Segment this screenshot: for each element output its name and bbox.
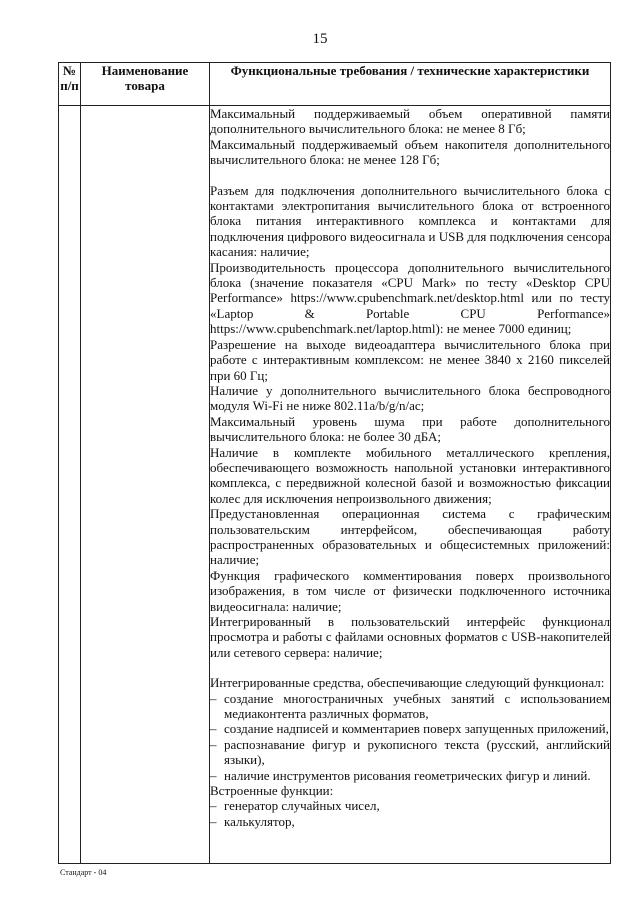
- spec-paragraph: Разрешение на выходе видеоадаптера вычислительного блока при работе с интерактивным комплексом: не менее 3840 x 2160 пикселей при 60 Гц;: [210, 336, 610, 383]
- spec-paragraph: Разъем для подключения дополнительного вычислительного блока с контактами электропитания вычислительного блока от встроенного блока питания интерактивного комплекса и контактами для подключения цифрового видеосигнала и USB для подключения сенсора касания: наличие;: [210, 182, 610, 260]
- spec-paragraph: Максимальный уровень шума при работе дополнительного вычислительного блока: не более 30 дБА;: [210, 413, 610, 445]
- list-item: [210, 721, 610, 736]
- spec-paragraph: Максимальный поддерживаемый объем оперативной памяти дополнительного вычислительного блока: не менее 8 Гб;: [210, 106, 610, 137]
- spec-paragraph: Интегрированные средства, обеспечивающие следующий функционал:: [210, 675, 605, 691]
- footer-standard: Стандарт - 04: [60, 868, 107, 877]
- list-item: [210, 798, 610, 813]
- list-item-text: генератор случайных чисел,: [224, 798, 380, 814]
- list-item: [210, 768, 610, 783]
- spec-paragraph: Наличие в комплекте мобильного металлического крепления, обеспечивающего возможность напольной установки интерактивного комплекса, с передвижной колесной базой и возможностью фиксации колес для исключения непроизвольного движения;: [210, 444, 610, 506]
- table-header-row: [59, 63, 611, 106]
- header-num: № п/п: [59, 63, 81, 106]
- spec-paragraph: Производительность процессора дополнительного вычислительного блока (значение показателя «CPU Mark» по тесту «Desktop CPU Performance» https://www.cpubenchmark.net/desktop.html или по тесту «Laptop & Portable CPU Performance» https://www.cpubenchmark.net/laptop.html): не менее 7000 единиц;: [210, 259, 610, 337]
- list-item-text: калькулятор,: [224, 813, 295, 829]
- spec-paragraph: Максимальный поддерживаемый объем накопителя дополнительного вычислительного блока: не менее 128 Гб;: [210, 136, 610, 168]
- list-dash: –: [210, 767, 217, 783]
- list-dash: –: [210, 736, 217, 752]
- spec-paragraph: Интегрированный в пользовательский интерфейс функционал просмотра и работы с файлами основных форматов с USB-накопителей или сетевого сервера: наличие;: [210, 614, 610, 660]
- header-name: Наименование товара: [81, 63, 210, 106]
- list-dash: –: [210, 798, 217, 814]
- spec-cell: [210, 106, 611, 864]
- list-dash: –: [210, 690, 217, 706]
- list-item-text: создание надписей и комментариев поверх запущенных приложений,: [224, 721, 609, 737]
- num-cell: [59, 106, 81, 864]
- spec-paragraph: Наличие у дополнительного вычислительного блока беспроводного модуля Wi-Fi не ниже 802.11a/b/g/n/ac;: [210, 382, 610, 414]
- list-item: [210, 691, 610, 722]
- builtin-title: Встроенные функции:: [210, 783, 334, 799]
- list-item-text: наличие инструментов рисования геометрических фигур и линий.: [224, 767, 591, 783]
- list-dash: –: [210, 813, 217, 829]
- list-item-text: создание многостраничных учебных занятий с использованием медиаконтента различных форматов,: [224, 690, 610, 722]
- spec-paragraph: Функция графического комментирования поверх произвольного изображения, в том числе от физически подключенного источника видеосигнала: наличие;: [210, 567, 610, 614]
- list-dash: –: [210, 721, 217, 737]
- table-row: [59, 106, 611, 864]
- list-item-text: распознавание фигур и рукописного текста (русский, английский языки),: [224, 736, 610, 768]
- spec-table: [58, 62, 611, 864]
- list-item: [210, 737, 610, 768]
- spec-paragraph: Предустановленная операционная система с графическим пользовательским интерфейсом, обеспечивающая работу распространенных образовательных и общесистемных приложений: наличие;: [210, 506, 610, 568]
- header-spec: Функциональные требования / технические характеристики: [210, 63, 611, 106]
- list-item: [210, 814, 610, 829]
- page-number: 15: [312, 31, 328, 47]
- name-cell: [81, 106, 210, 864]
